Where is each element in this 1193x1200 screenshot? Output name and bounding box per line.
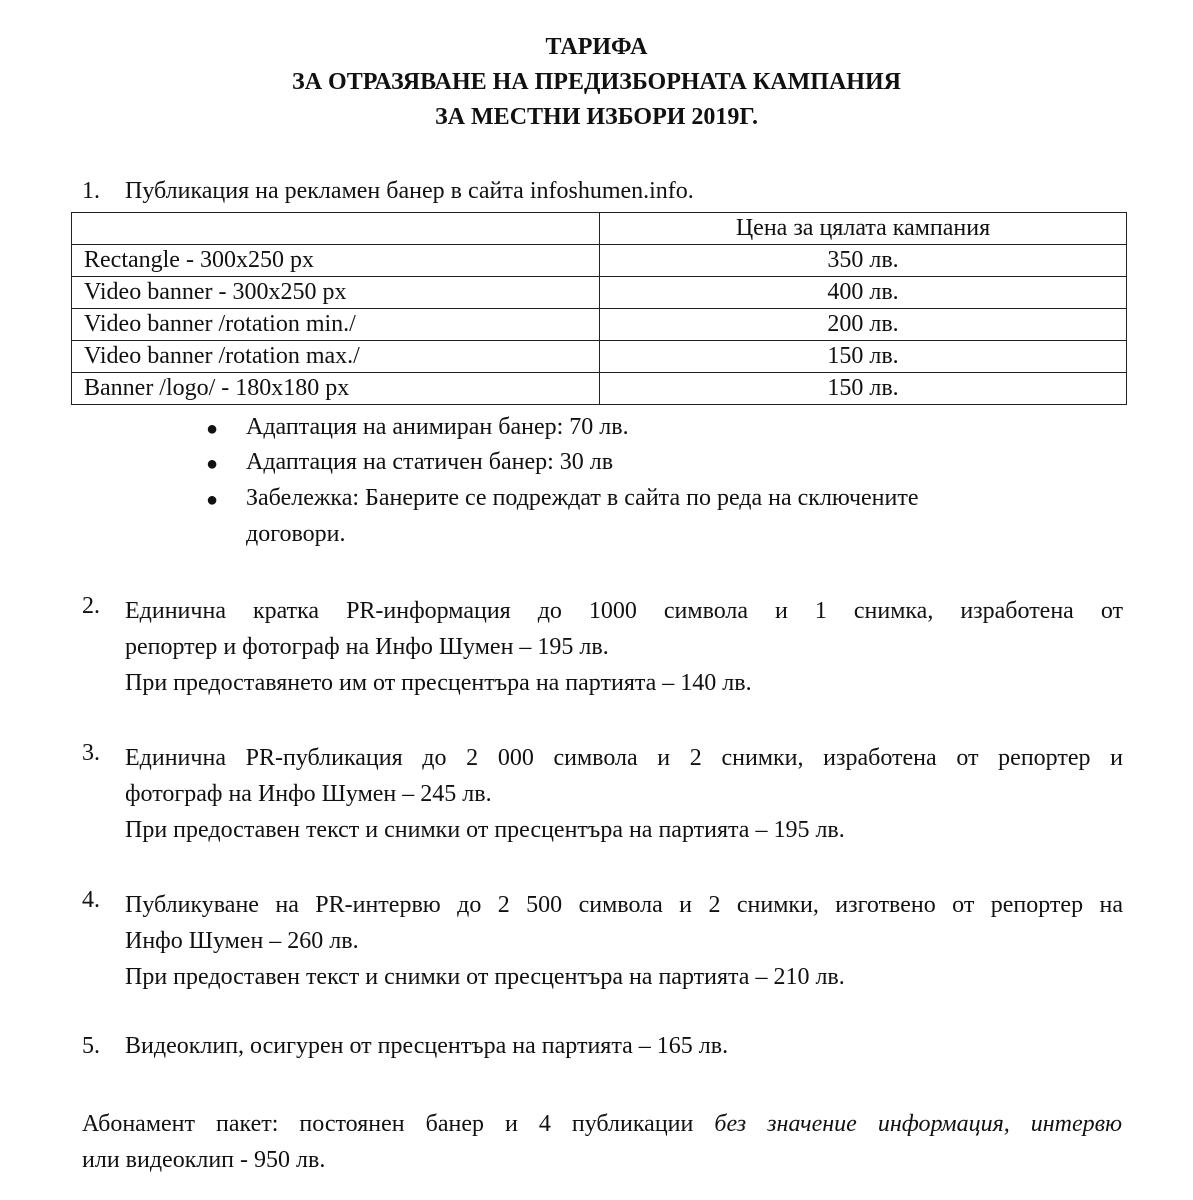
item-3-number: 3. bbox=[82, 740, 100, 766]
subscription-italic-text: без значение информация, интервю bbox=[714, 1111, 1122, 1137]
item-2-paragraph bbox=[125, 593, 1123, 701]
item-2-line: репортер и фотограф на Инфо Шумен – 195 лв. bbox=[125, 634, 609, 660]
item-4-line: Инфо Шумен – 260 лв. bbox=[125, 928, 359, 954]
table-cell-price: 150 лв. bbox=[600, 373, 1127, 405]
table-cell-price: 200 лв. bbox=[600, 309, 1127, 341]
document-subtitle-year: ЗА МЕСТНИ ИЗБОРИ 2019Г. bbox=[435, 104, 758, 130]
subscription-line: или видеоклип - 950 лв. bbox=[82, 1147, 326, 1173]
item-4-line: Публикуване на PR-интервю до 2 500 символа и 2 снимки, изготвено от репортер на bbox=[125, 892, 1123, 918]
table-cell-format: Video banner - 300x250 px bbox=[72, 277, 600, 309]
bullet-icon: ● bbox=[206, 418, 219, 440]
document-subtitle: ЗА ОТРАЗЯВАНЕ НА ПРЕДИЗБОРНАТА КАМПАНИЯ bbox=[292, 69, 901, 95]
table-row bbox=[72, 309, 1127, 341]
table-header-cell: Цена за цялата кампания bbox=[600, 213, 1127, 245]
item-2-line: Единична кратка PR-информация до 1000 символа и 1 снимка, изработена от bbox=[125, 598, 1123, 624]
subscription-text: Абонамент пакет: постоянен банер и 4 публикации bbox=[82, 1111, 715, 1137]
item-5-number: 5. bbox=[82, 1033, 100, 1059]
bullet-icon: ● bbox=[206, 453, 219, 475]
bullet-icon: ● bbox=[206, 489, 219, 511]
item-3-line: При предоставен текст и снимки от пресцентъра на партията – 195 лв. bbox=[125, 817, 845, 843]
item-4-number: 4. bbox=[82, 887, 100, 913]
item-2-number: 2. bbox=[82, 593, 100, 619]
item-1-text: Публикация на рекламен банер в сайта infoshumen.info. bbox=[125, 178, 694, 204]
subscription-package bbox=[82, 1106, 1122, 1178]
item-4-paragraph bbox=[125, 887, 1123, 995]
price-table bbox=[71, 212, 1127, 405]
item-5-text: Видеоклип, осигурен от пресцентъра на партията – 165 лв. bbox=[125, 1033, 729, 1059]
table-row bbox=[72, 373, 1127, 405]
bullet-text: Адаптация на статичен банер: 30 лв bbox=[246, 449, 614, 475]
table-cell-format: Rectangle - 300x250 px bbox=[72, 245, 600, 277]
table-cell-format: Video banner /rotation max./ bbox=[72, 341, 600, 373]
table-row bbox=[72, 277, 1127, 309]
table-cell-price: 350 лв. bbox=[600, 245, 1127, 277]
item-3-line: Единична PR-публикация до 2 000 символа и 2 снимки, изработена от репортер и bbox=[125, 745, 1123, 771]
table-cell-price: 150 лв. bbox=[600, 341, 1127, 373]
table-header-cell bbox=[72, 213, 600, 245]
subscription-line bbox=[82, 1106, 1122, 1142]
table-cell-price: 400 лв. bbox=[600, 277, 1127, 309]
item-2-line: При предоставянето им от пресцентъра на партията – 140 лв. bbox=[125, 670, 752, 696]
table-cell-format: Banner /logo/ - 180x180 px bbox=[72, 373, 600, 405]
table-row bbox=[72, 245, 1127, 277]
item-3-line: фотограф на Инфо Шумен – 245 лв. bbox=[125, 781, 492, 807]
table-row bbox=[72, 341, 1127, 373]
item-3-paragraph bbox=[125, 740, 1123, 848]
item-4-line: При предоставен текст и снимки от пресцентъра на партията – 210 лв. bbox=[125, 964, 845, 990]
document-title: ТАРИФА bbox=[545, 34, 648, 60]
item-1-number: 1. bbox=[82, 178, 100, 204]
table-header-row bbox=[72, 213, 1127, 245]
bullet-text: Забележка: Банерите се подреждат в сайта по реда на сключените bbox=[246, 485, 919, 511]
table-cell-format: Video banner /rotation min./ bbox=[72, 309, 600, 341]
bullet-text-continuation: договори. bbox=[246, 521, 346, 547]
bullet-text: Адаптация на анимиран банер: 70 лв. bbox=[246, 414, 629, 440]
